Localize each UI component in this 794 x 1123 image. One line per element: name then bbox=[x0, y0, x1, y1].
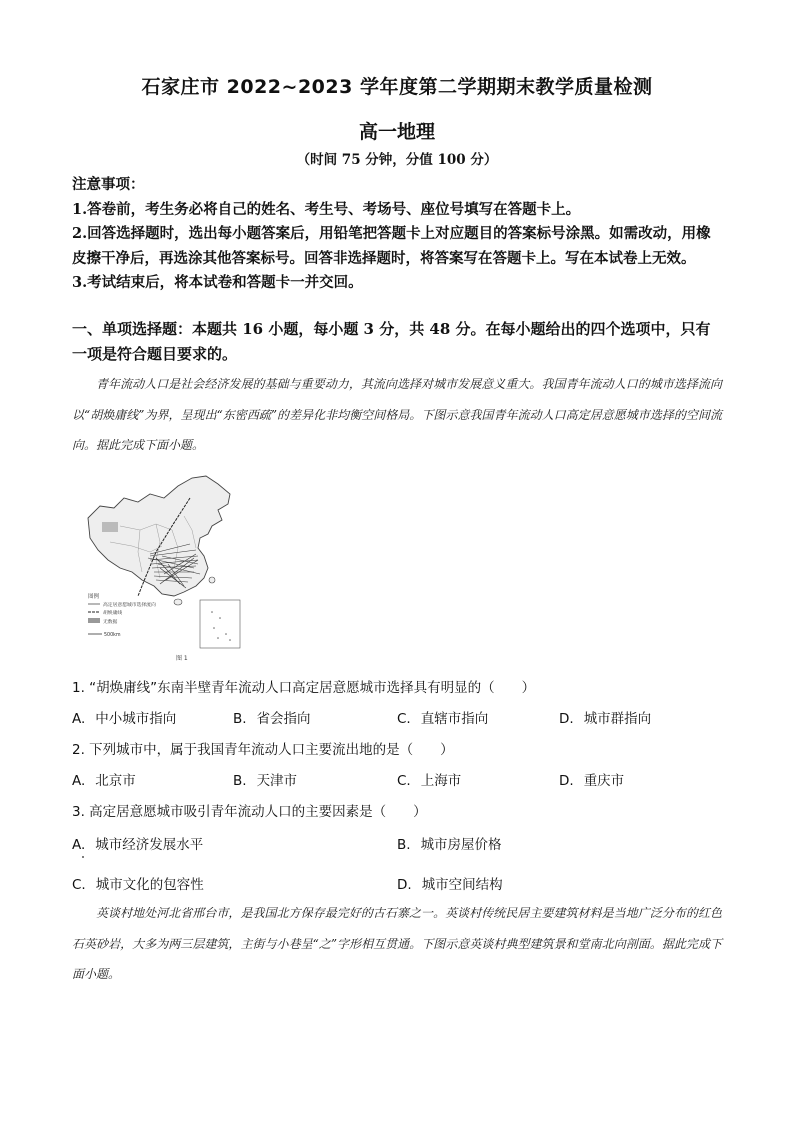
question-2-option-c[interactable]: C. 上海市 bbox=[397, 773, 462, 789]
no-data-area bbox=[102, 522, 118, 532]
question-2-option-b[interactable]: B. 天津市 bbox=[233, 773, 298, 789]
question-1-option-c[interactable]: C. 直辖市指向 bbox=[397, 711, 489, 727]
south-sea-inset bbox=[200, 600, 240, 648]
china-flow-map bbox=[80, 468, 250, 664]
question-2-stem: 2. 下列城市中，属于我国青年流动人口主要流出地的是（ ） bbox=[72, 742, 454, 758]
passage-2: 英谈村地处河北省邢台市，是我国北方保存最完好的古石寨之一。英谈村传统民居主要建筑材料是当地广泛分布的红色石英砂岩，大多为两三层建筑，主街与小巷呈“之”字形相互贯通。下图示意英谈村典型建筑景和堂南北向剖面。据此完成下面小题。 bbox=[72, 906, 722, 981]
question-3-option-b[interactable]: B. 城市房屋价格 bbox=[397, 837, 502, 853]
exam-title: 石家庄市 2022~2023 学年度第二学期期末教学质量检测 bbox=[141, 76, 653, 98]
question-3-option-c[interactable]: C. 城市文化的包容性 bbox=[72, 877, 204, 893]
legend-item-no-data: 无数据 bbox=[103, 620, 118, 625]
notes-block bbox=[72, 173, 722, 296]
question-1-option-a[interactable]: A. 中小城市指向 bbox=[72, 711, 177, 727]
notes-heading: 注意事项： bbox=[72, 176, 145, 193]
question-3-stem: 3. 高定居意愿城市吸引青年流动人口的主要因素是（ ） bbox=[72, 804, 427, 820]
legend-item-flow: 高定居意愿城市选择流向 bbox=[103, 603, 156, 608]
question-1-option-b[interactable]: B. 省会指向 bbox=[233, 711, 311, 727]
note-item: 1.答卷前，考生务必将自己的姓名、考生号、考场号、座位号填写在答题卡上。 bbox=[72, 200, 581, 218]
question-1-stem: 1. “胡焕庸线”东南半壁青年流动人口高定居意愿城市选择具有明显的（ ） bbox=[72, 680, 536, 696]
question-2-option-a[interactable]: A. 北京市 bbox=[72, 773, 136, 789]
figure-caption: 图 1 bbox=[176, 655, 188, 662]
question-1-option-d[interactable]: D. 城市群指向 bbox=[559, 711, 652, 727]
exam-subject: 高一地理 bbox=[358, 121, 435, 143]
legend-title: 图例 bbox=[88, 594, 100, 600]
question-3-option-d[interactable]: D. 城市空间结构 bbox=[397, 877, 503, 893]
section-heading: 一、单项选择题：本题共 16 小题，每小题 3 分，共 48 分。在每小题给出的四个选项中，只有一项是符合题目要求的。 bbox=[72, 320, 711, 363]
china-outline bbox=[88, 476, 230, 596]
map-svg bbox=[80, 468, 250, 664]
question-3-option-a[interactable]: A. 城市经济发展水平 bbox=[72, 837, 204, 853]
scale-label: 500km bbox=[104, 633, 121, 638]
legend-item-hu-line: 胡焕庸线 bbox=[103, 611, 123, 616]
stray-dot bbox=[82, 856, 84, 858]
passage-1: 青年流动人口是社会经济发展的基础与重要动力，其流向选择对城市发展意义重大。我国青年流动人口的城市选择流向以“胡焕庸线”为界，呈现出“东密西疏”的差异化非均衡空间格局。下图示意我国青年流动人口高定居意愿城市选择的空间流向。据此完成下面小题。 bbox=[72, 377, 722, 452]
note-item: 2.回答选择题时，选出每小题答案后，用铅笔把答题卡上对应题目的答案标号涂黑。如需改动，用橡皮擦干净后，再选涂其他答案标号。回答非选择题时，将答案写在答题卡上。写在本试卷上无效。 bbox=[72, 225, 711, 267]
question-2-option-d[interactable]: D. 重庆市 bbox=[559, 773, 625, 789]
time-note: （时间 75 分钟，分值 100 分） bbox=[296, 152, 498, 168]
note-item: 3.考试结束后，将本试卷和答题卡一并交回。 bbox=[72, 274, 363, 292]
